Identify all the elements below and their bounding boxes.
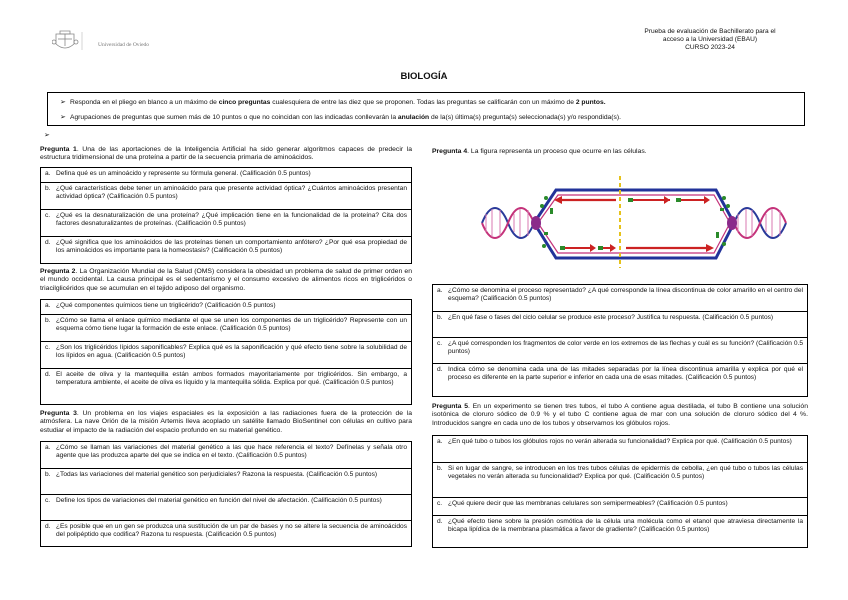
question-item: b. ¿Qué características debe tener un aminoácido para que presente actividad óptica? ¿Cuántos aminoácidos presentan actividad óptica? (Calificación 0.5 puntos) <box>41 183 411 210</box>
arrow-top-left <box>554 196 616 204</box>
question-3-heading: Pregunta 3. Un problema en los viajes espaciales es la exposición a las radiaciones fuera de la protección de la atmósfera. La nave Orión de la misión Artemis lleva acoplado un satélite llamado BioSentinel con células en cultivo para estudiar el impacto de la radiación del espacio profundo en su material genético. <box>40 410 412 434</box>
question-item: a. ¿Cómo se llaman las variaciones del material genético a las que hace referencia el texto? Defínelas y señala otro agente que las produzca aparte del que se indica en el texto. (Calificación 0.5 puntos) <box>41 442 411 469</box>
question-item: c. ¿A qué corresponden los fragmentos de color verde en los extremos de las flechas y cuál es su función? (Calificación 0.5 puntos) <box>433 338 807 364</box>
question-5-items <box>432 435 808 548</box>
arrow-bullet-icon: ➢ <box>60 114 66 121</box>
question-item: a. ¿Cómo se denomina el proceso representado? ¿A qué corresponde la línea discontinua de color amarillo en el centro del esquema? (Calificación 0.5 puntos) <box>433 285 807 312</box>
question-item: a. Defina qué es un aminoácido y represente su fórmula general. (Calificación 0.5 puntos) <box>41 168 411 183</box>
question-item: c. ¿Qué es la desnaturalización de una proteína? ¿Qué implicación tiene en la funcionalidad de la proteína? Cita dos factores desnaturalizantes de proteínas. (Calificación 0.5 puntos) <box>41 210 411 237</box>
exam-header-line: Prueba de evaluación de Bachillerato para el <box>644 28 776 35</box>
dna-helix-left <box>482 208 534 238</box>
instruction-line-1: ➢ Responda en el pliego en blanco a un máximo de cinco preguntas cualesquiera de entre las diez que se proponen. Todas las preguntas se calificarán con un máximo de 2 puntos. <box>60 99 606 106</box>
question-5-heading: Pregunta 5. En un experimento se tienen tres tubos, el tubo A contiene agua destilada, el tubo B contiene una solución isotónica de cloruro sódico de 0.9 % y el tubo C contiene agua de mar con una solución de cloruro sódico del 4 %. Introducidos sangre en cada uno de los tubos y observamos los glóbulos rojos. <box>432 403 808 427</box>
question-item: b. ¿Todas las variaciones del material genético son perjudiciales? Razona la respuesta. (Calificación 0.5 puntos) <box>41 469 411 495</box>
exam-header <box>640 28 780 52</box>
arrow-bullet-icon: ➢ <box>44 132 50 139</box>
question-item: c. Define los tipos de variaciones del material genético en función del nivel de afectación. (Calificación 0.5 puntos) <box>41 495 411 521</box>
page-title: BIOLOGÍA <box>400 71 448 82</box>
okazaki-fragments-bottom-left <box>560 244 616 252</box>
exam-header-line: CURSO 2023-24 <box>685 44 735 51</box>
arrow-bullet-icon: ➢ <box>60 99 66 106</box>
university-seal-logo <box>52 28 152 54</box>
question-item: b. Si en lugar de sangre, se introducen en los tres tubos células de epidermis de cebolla, ¿en qué tubo o tubos las células vegetales no verán alterada su funcionalidad? Explica por qué. (Calificación 0.5 puntos) <box>433 463 807 498</box>
instructions-box <box>47 92 805 126</box>
question-2-heading: Pregunta 2. La Organización Mundial de la Salud (OMS) considera la obesidad un problema de salud de primer orden en el mundo occidental. La causa principal es el sedentarismo y el consumo excesivo de alimentos ricos en triglicéridos o triacilglicéridos que se acumulan en el tejido adiposo del organismo. <box>40 268 412 292</box>
question-item: b. ¿En qué fase o fases del ciclo celular se produce este proceso? Justifica tu respuesta. (Calificación 0.5 puntos) <box>433 312 807 338</box>
question-item: c. ¿Son los triglicéridos lípidos saponificables? Explica qué es la saponificación y qué efecto tiene sobre la solubilidad de los lípidos en agua. (Calificación 0.5 puntos) <box>41 342 411 369</box>
question-item: d. ¿Qué efecto tiene sobre la presión osmótica de la célula una molécula como el etanol que atraviesa directamente la bicapa lipídica de la membrana plasmática a favor de gradiente? (Calificación 0.5 puntos) <box>437 518 803 534</box>
dna-helix-right <box>734 208 786 238</box>
question-item: a. ¿Qué componentes químicos tiene un triglicérido? (Calificación 0.5 puntos) <box>41 300 411 315</box>
university-name: Universidad de Oviedo <box>98 42 150 48</box>
question-1-heading: Pregunta 1. Una de las aportaciones de la Inteligencia Artificial ha sido generar algoritmos capaces de predecir la estructura tridimensional de una proteína a partir de la secuencia primaria de aminoácidos. <box>40 146 412 162</box>
question-item: d. ¿Qué significa que los aminoácidos de las proteínas tienen un comportamiento anfótero? ¿Por qué esa propiedad de los aminoácidos es importante para la homeostasis? (Calificación 0.5 puntos) <box>45 239 407 255</box>
question-item: d. El aceite de oliva y la mantequilla están ambos formados mayoritariamente por triglicéridos. Sin embargo, a temperatura ambiente, el aceite de oliva es líquido y la mantequilla sólida. Explica por qué. (Calificación 0.5 puntos) <box>45 371 407 387</box>
dna-replication-figure <box>480 168 788 276</box>
arrow-bottom-right <box>626 244 714 252</box>
ssb-proteins <box>540 196 730 248</box>
question-3-items <box>40 441 412 547</box>
green-primers <box>544 208 724 238</box>
instruction-line-2: ➢ Agrupaciones de preguntas que sumen más de 10 puntos o que no coincidan con las indicadas conllevarán la anulación de la(s) última(s) pregunta(s) seleccionada(s) y/o respondida(s). <box>60 114 621 121</box>
question-item: d. Indica cómo se denomina cada una de las mitades separadas por la línea discontinua amarilla y explica por qué el proceso es diferente en la parte superior e inferior en cada una de esas mitades. (Calificación 0.5 puntos) <box>437 366 803 382</box>
question-item: a. ¿En qué tubo o tubos los glóbulos rojos no verán alterada su funcionalidad? Explica por qué. (Calificación 0.5 puntos) <box>433 436 807 463</box>
question-4-items <box>432 284 808 397</box>
question-1-items <box>40 167 412 264</box>
okazaki-fragments-top-right <box>628 196 710 204</box>
question-item: b. ¿Cómo se llama el enlace químico mediante el que se unen los componentes de un triglicérido? Represente con un esquema cómo tiene lugar la formación de este enlace. (Calificación 0.5 puntos) <box>41 315 411 342</box>
question-4-heading: Pregunta 4. La figura representa un proceso que ocurre en las células. <box>432 148 647 155</box>
question-item: d. ¿Es posible que en un gen se produzca una sustitución de un par de bases y no se altere la secuencia de aminoácidos del polipéptido que codifica? Razona tu respuesta. (Calificación 0.5 puntos) <box>45 523 407 539</box>
question-item: c. ¿Qué quiere decir que las membranas celulares son semipermeables? (Calificación 0.5 puntos) <box>433 498 807 516</box>
question-2-items <box>40 299 412 405</box>
helicase-right <box>727 216 737 230</box>
exam-header-line: acceso a la Universidad (EBAU) <box>662 36 758 43</box>
helicase-left <box>531 216 541 230</box>
